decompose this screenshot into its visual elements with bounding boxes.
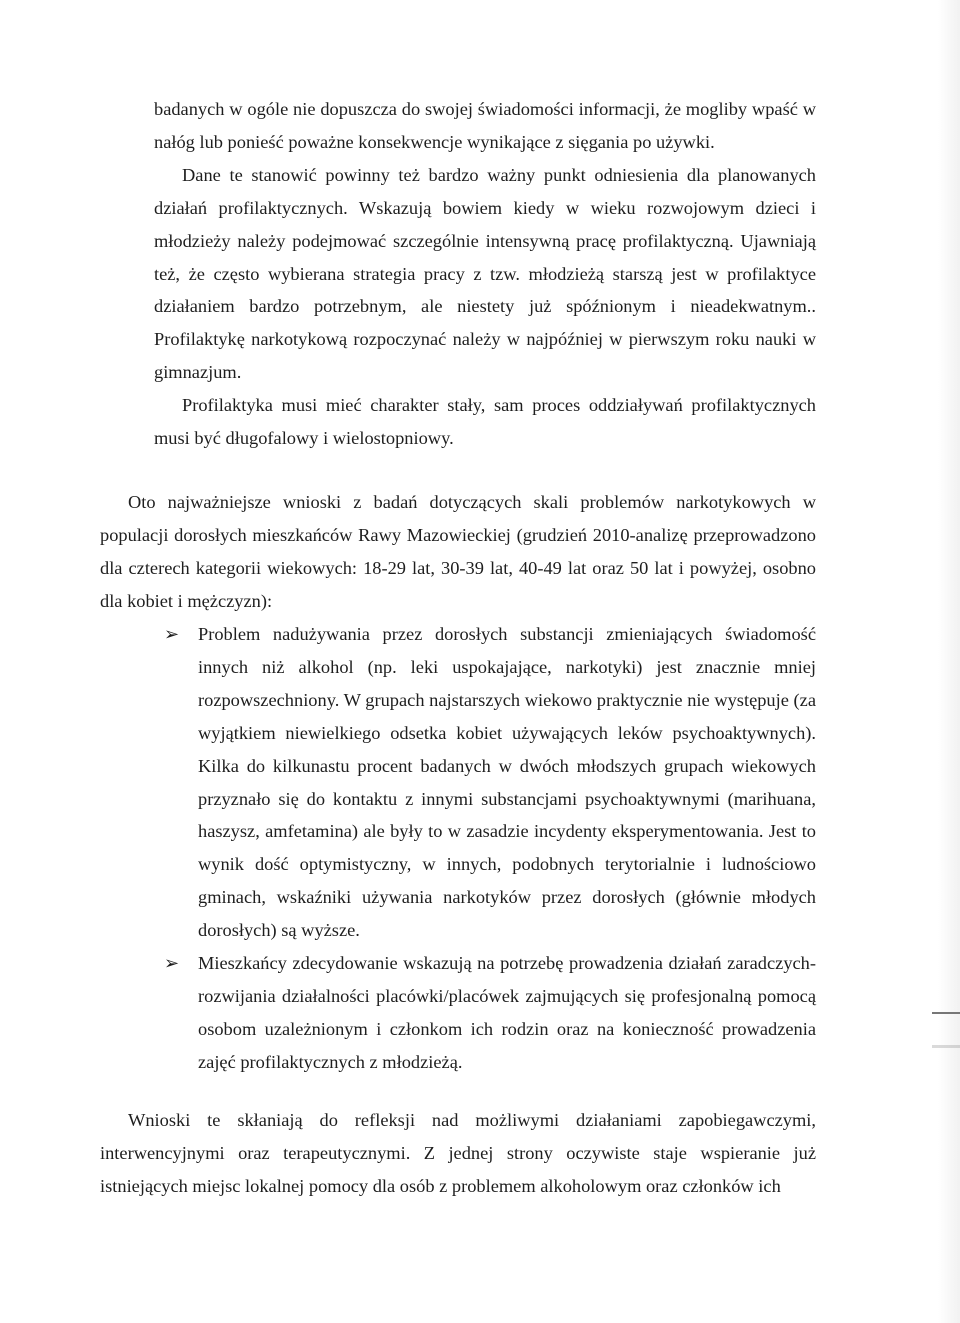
closing-paragraph: Wnioski te skłaniają do refleksji nad możliwymi działaniami zapobiegawczymi, interwencyjnymi oraz terapeutycznymi. Z jednej strony oczywiste staje wspieranie już istniejących miejsc lokalnej pomocy dla osób z problemem alkoholowym oraz członków ich <box>100 1110 816 1196</box>
intro-paragraph-prevention-data: Dane te stanowić powinny też bardzo ważny punkt odniesienia dla planowanych działań profilaktycznych. Wskazują bowiem kiedy w wieku rozwojowym dzieci i młodzieży należy podejmować szczególnie intensywną pracę profilaktyczną. Ujawniają też, że często wybierana strategia pracy z tzw. młodzieżą starszą jest w profilaktyce działaniem bardzo potrzebnym, ale niestety już spóźnionym i nieadekwatnym.. Profilaktykę narkotykową rozpoczynać należy w najpóźniej w pierwszym roku nauki w gimnazjum. <box>154 164 816 383</box>
list-item <box>164 618 816 947</box>
list-item-text: Mieszkańcy zdecydowanie wskazują na potrzebę prowadzenia działań zaradczych- rozwijania działalności placówki/placówek zajmujących się profesjonalną pomocą osobom uzależnionym i członkom ich rodzin oraz na konieczność prowadzenia zajęć profilaktycznych z młodzieżą. <box>198 953 816 1072</box>
scan-edge-mark-faint <box>932 1045 960 1048</box>
scan-edge-mark <box>932 1012 960 1014</box>
conclusions-section <box>100 1104 816 1203</box>
arrow-bullet-icon: ➢ <box>164 624 180 644</box>
arrow-bullet-icon: ➢ <box>164 953 180 974</box>
findings-list <box>164 618 816 1079</box>
findings-intro-paragraph: Oto najważniejsze wnioski z badań dotyczących skali problemów narkotykowych w populacji dorosłych mieszkańców Rawy Mazowieckiej (grudzień 2010-analizę przeprowadzono dla czterech kategorii wiekowych: 18-29 lat, 30-39 lat, 40-49 lat oraz 50 lat i powyżej, osobno dla kobiet i mężczyzn): <box>100 492 816 611</box>
intro-section <box>154 93 816 455</box>
list-item <box>164 947 816 1079</box>
list-item-text: Problem nadużywania przez dorosłych substancji zmieniających świadomość innych niż alkohol (np. leki uspokajające, narkotyki) jest znacznie mniej rozpowszechniony. W grupach najstarszych wiekowo praktycznie nie występuje (za wyjątkiem niewielkiego odsetka kobiet używających leków psychoaktywnych). Kilka do kilkunastu procent badanych w dwóch młodszych grupach wiekowych przyznało się do kontaktu z innymi substancjami psychoaktywnymi (marihuana, haszysz, amfetamina) ale były to w zasadzie incydenty eksperymentowania. Jest to wynik dość optymistyczny, w innych, podobnych terytorialnie i ludnościowo gminach, wskaźniki używania narkotyków przez dorosłych (głównie młodych dorosłych) są wyższe. <box>198 624 816 941</box>
scan-edge-shadow <box>938 0 960 1323</box>
intro-paragraph-prevention-character: Profilaktyka musi mieć charakter stały, sam proces oddziaływań profilaktycznych musi być długofalowy i wielostopniowy. <box>154 395 816 449</box>
findings-section <box>100 486 816 618</box>
intro-paragraph-continuation: badanych w ogóle nie dopuszcza do swojej świadomości informacji, że mogliby wpaść w nałóg lub ponieść poważne konsekwencje wynikające z sięgania po używki. <box>154 99 816 152</box>
